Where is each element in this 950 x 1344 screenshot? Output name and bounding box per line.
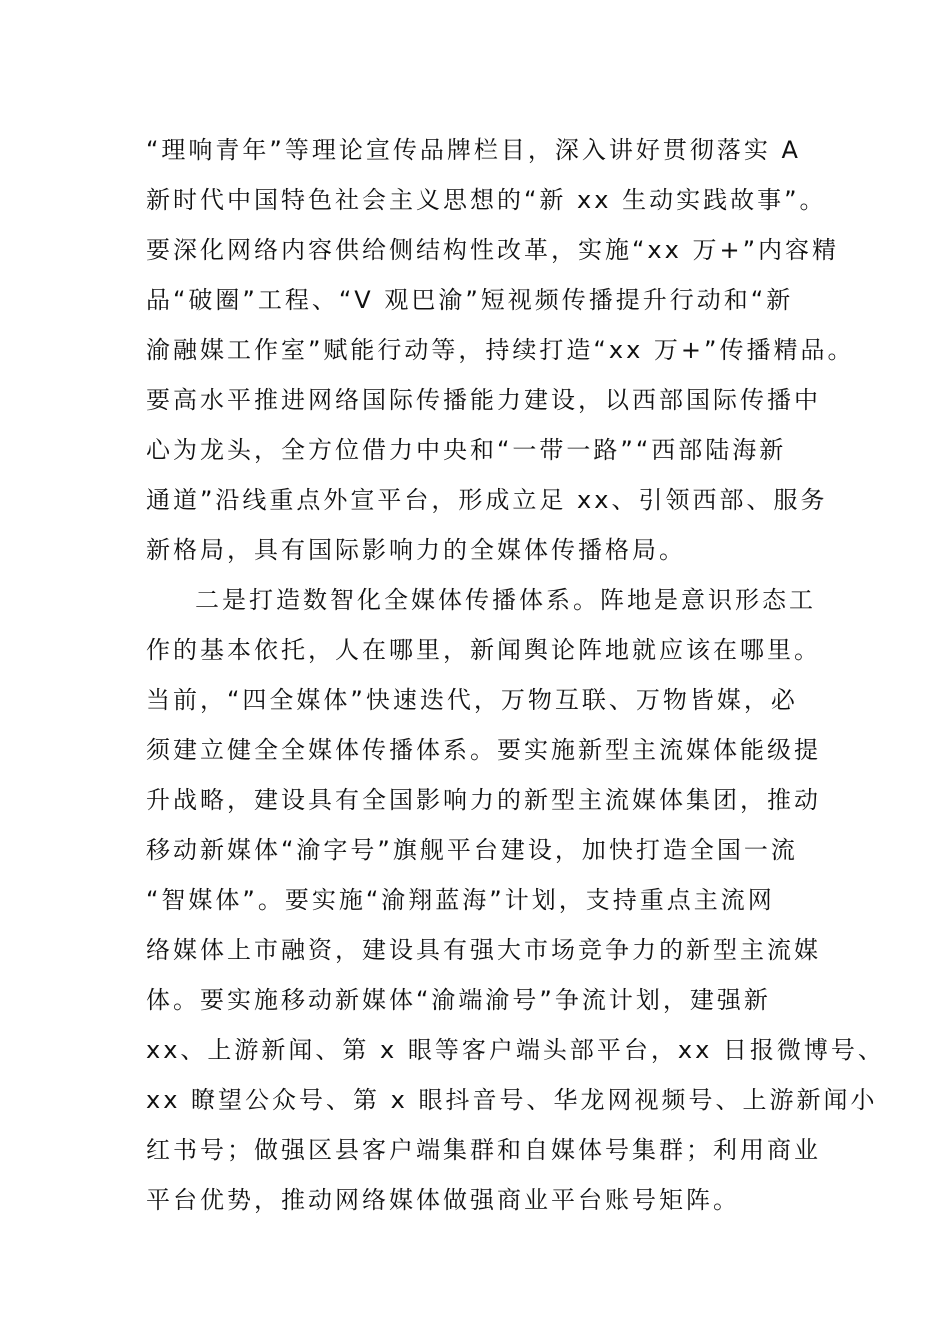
text-line: 络媒体上市融资，建设具有强大市场竞争力的新型主流媒 xyxy=(146,936,821,964)
text-line: 新时代中国特色社会主义思想的“新 xx 生动实践故事”。 xyxy=(146,186,827,214)
text-line: 心为龙头，全方位借力中央和“一带一路”“西部陆海新 xyxy=(146,436,787,464)
text-line: 品“破圈”工程、“V 观巴渝”短视频传播提升行动和“新 xyxy=(146,286,794,314)
text-line: 通道”沿线重点外宣平台，形成立足 xx、引领西部、服务 xyxy=(146,486,828,514)
text-line: “智媒体”。要实施“渝翔蓝海”计划，支持重点主流网 xyxy=(146,886,775,914)
text-line: 渝融媒工作室”赋能行动等，持续打造“xx 万+”传播精品。 xyxy=(146,336,855,364)
text-line: 要深化网络内容供给侧结构性改革，实施“xx 万+”内容精 xyxy=(146,236,840,264)
text-line: “理响青年”等理论宣传品牌栏目，深入讲好贯彻落实 A xyxy=(146,136,801,164)
text-line: 红书号；做强区县客户端集群和自媒体号集群；利用商业 xyxy=(146,1136,821,1164)
text-line: 须建立健全全媒体传播体系。要实施新型主流媒体能级提 xyxy=(146,736,821,764)
text-line: 移动新媒体“渝字号”旗舰平台建设，加快打造全国一流 xyxy=(146,836,798,864)
text-line: 当前，“四全媒体”快速迭代，万物互联、万物皆媒，必 xyxy=(146,686,798,714)
text-line: 要高水平推进网络国际传播能力建设，以西部国际传播中 xyxy=(146,386,821,414)
text-line: xx、上游新闻、第 x 眼等客户端头部平台，xx 日报微博号、 xyxy=(146,1036,885,1064)
text-line: xx 瞭望公众号、第 x 眼抖音号、华龙网视频号、上游新闻小 xyxy=(146,1086,878,1114)
text-line: 作的基本依托，人在哪里，新闻舆论阵地就应该在哪里。 xyxy=(146,636,821,664)
text-line: 平台优势，推动网络媒体做强商业平台账号矩阵。 xyxy=(146,1186,740,1214)
text-line: 升战略，建设具有全国影响力的新型主流媒体集团，推动 xyxy=(146,786,821,814)
text-line: 新格局，具有国际影响力的全媒体传播格局。 xyxy=(146,536,686,564)
paragraph-start-line: 二是打造数智化全媒体传播体系。阵地是意识形态工 xyxy=(195,586,816,614)
text-line: 体。要实施移动新媒体“渝端渝号”争流计划，建强新 xyxy=(146,986,771,1014)
